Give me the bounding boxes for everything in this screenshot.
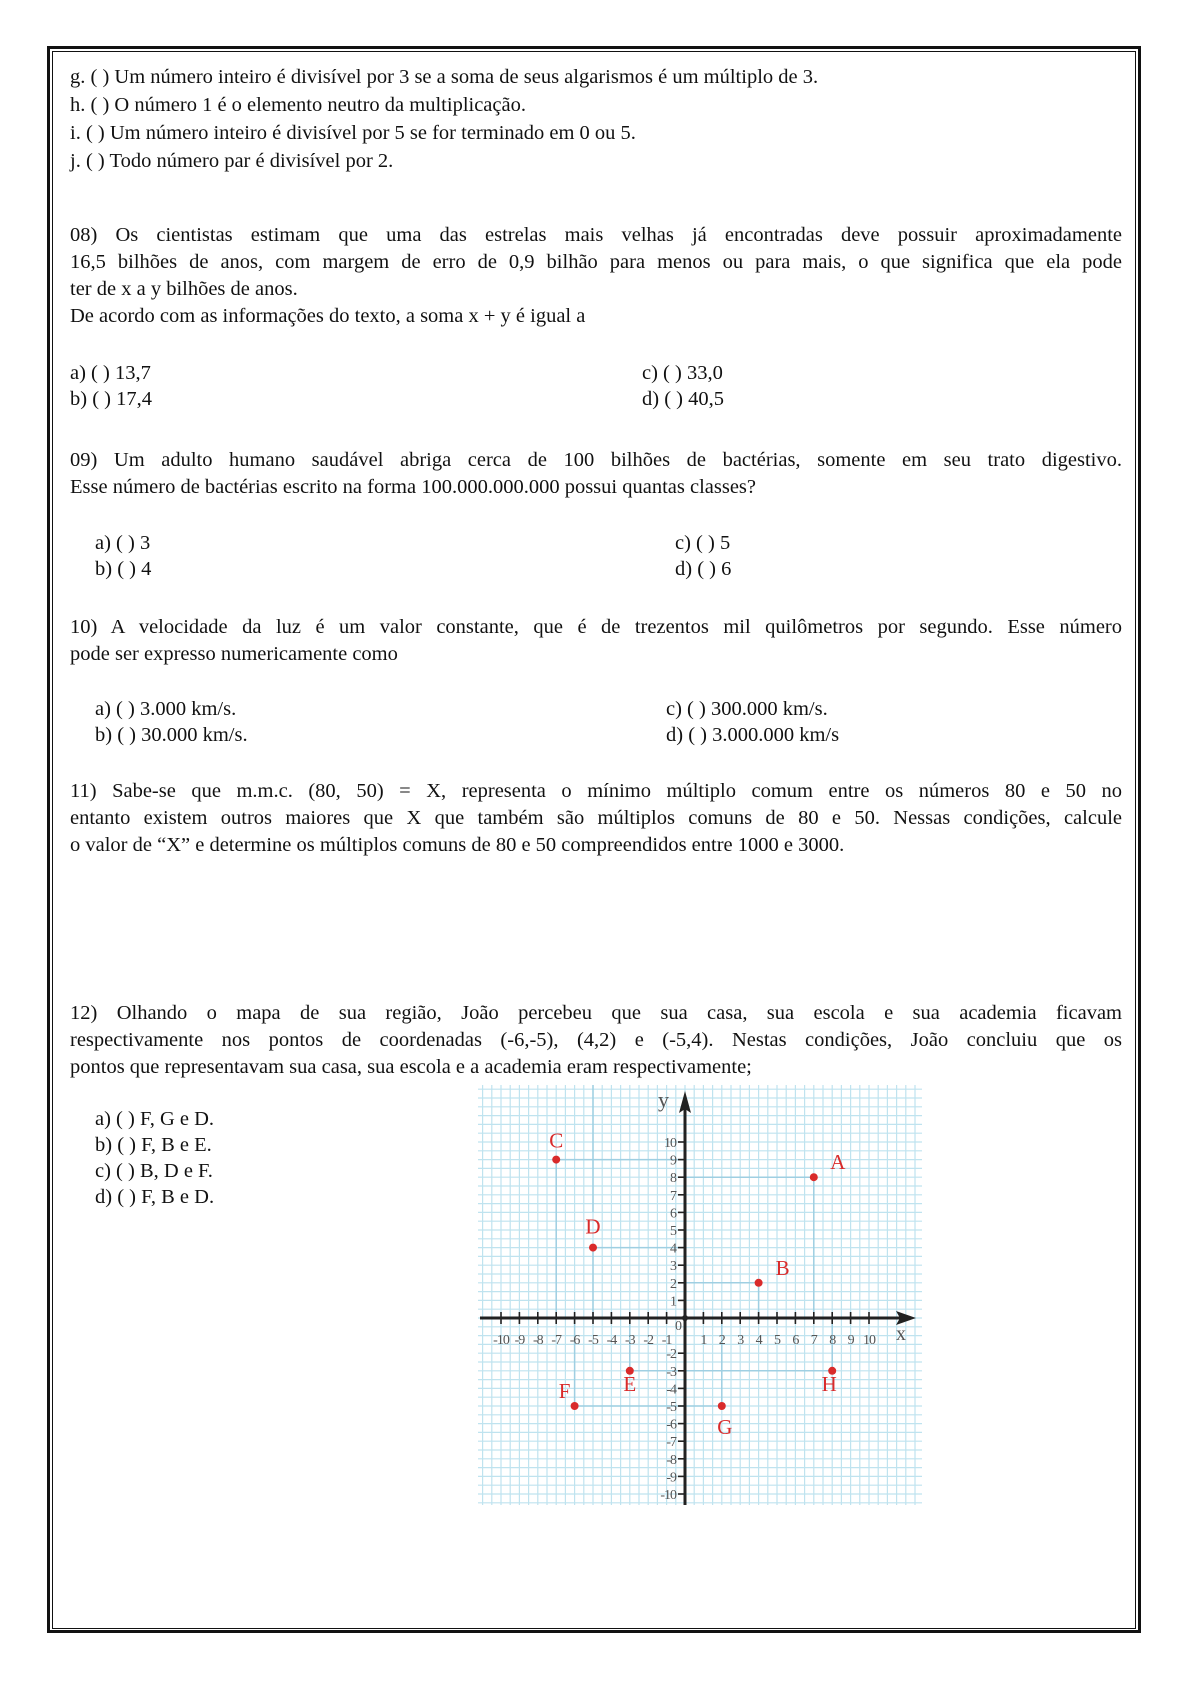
text-line: entanto existem outros maiores que X que também são múltiplos comuns de 80 e 50. Nessas condições, calcule — [70, 807, 1122, 829]
option-value: 30.000 km/s. — [141, 724, 248, 746]
point-label-d: D — [585, 1214, 601, 1239]
x-tick-label: -8 — [532, 1333, 543, 1348]
point-label-h: H — [821, 1371, 837, 1396]
text-line: pontos que representavam sua casa, sua escola e a academia eram respectivamente; — [70, 1056, 752, 1078]
y-tick-label: -4 — [666, 1382, 676, 1398]
q09-option-a[interactable] — [95, 530, 150, 557]
q12-option-a[interactable] — [95, 1106, 214, 1133]
x-tick-label: -7 — [551, 1333, 562, 1348]
statement-i — [70, 120, 636, 147]
q10-option-c[interactable] — [666, 696, 828, 723]
text-line: 09) Um adulto humano saudável abriga cerca de 100 bilhões de bactérias, somente em seu trato digestivo. — [70, 449, 1122, 471]
question-10-text — [70, 614, 1122, 668]
x-tick-label: -4 — [606, 1333, 617, 1348]
point-d — [589, 1244, 597, 1252]
q08-option-c[interactable] — [642, 360, 723, 387]
y-tick-label: 3 — [670, 1259, 676, 1275]
x-tick-label: -1 — [661, 1333, 672, 1348]
statement-text: Um número inteiro é divisível por 3 se a soma de seus algarismos é um múltiplo de 3. — [114, 66, 819, 88]
q12-option-b[interactable] — [95, 1132, 212, 1159]
statement-h — [70, 92, 526, 119]
option-value: 3.000.000 km/s — [712, 724, 840, 746]
y-tick-label: 5 — [670, 1224, 676, 1239]
y-tick-label: 4 — [670, 1241, 676, 1257]
y-tick-label: 2 — [670, 1276, 676, 1292]
q09-option-d[interactable] — [675, 556, 731, 583]
y-tick-label: -10 — [660, 1488, 676, 1503]
point-label-a: A — [830, 1150, 846, 1175]
q09-option-c[interactable] — [675, 530, 730, 557]
point-label-c: C — [549, 1128, 564, 1153]
y-tick-label: 10 — [664, 1136, 676, 1151]
origin-dot — [682, 1315, 688, 1321]
coordinate-plane — [478, 1085, 922, 1505]
option-letter: a) ( ) — [95, 698, 135, 720]
y-tick-label: 6 — [670, 1206, 676, 1222]
x-tick-label: -10 — [493, 1333, 509, 1348]
option-value: 17,4 — [116, 388, 152, 410]
option-letter: c) ( ) — [95, 1160, 135, 1182]
q10-option-a[interactable] — [95, 696, 236, 723]
y-tick-label: -6 — [666, 1417, 676, 1433]
question-11-text — [70, 778, 1122, 859]
option-letter: c) ( ) — [675, 532, 715, 554]
x-tick-label: 3 — [737, 1333, 744, 1348]
text-line: 11) Sabe-se que m.m.c. (80, 50) = X, representa o mínimo múltiplo comum entre os números 80 e 50 no — [70, 780, 1122, 802]
q09-option-b[interactable] — [95, 556, 151, 583]
option-letter: d) ( ) — [642, 388, 683, 410]
statement-text: O número 1 é o elemento neutro da multiplicação. — [114, 94, 526, 116]
statement-label[interactable]: g. ( ) — [70, 66, 110, 88]
question-12-text — [70, 1000, 1122, 1081]
point-label-e: E — [623, 1371, 637, 1396]
point-label-g: G — [717, 1415, 733, 1439]
option-value: 300.000 km/s. — [710, 698, 828, 720]
x-tick-label: -3 — [624, 1333, 635, 1348]
q08-option-a[interactable] — [70, 360, 151, 387]
origin-label: 0 — [675, 1319, 682, 1334]
x-tick-label: 10 — [863, 1333, 875, 1348]
question-08-text — [70, 222, 1122, 330]
option-value: B, D e F. — [139, 1160, 213, 1182]
statement-label[interactable]: j. ( ) — [70, 150, 105, 172]
point-c — [552, 1156, 560, 1164]
x-tick-label: -6 — [569, 1333, 580, 1348]
option-letter: a) ( ) — [95, 532, 135, 554]
statement-j — [70, 148, 393, 175]
y-tick-label: -8 — [666, 1452, 676, 1468]
option-value: 40,5 — [688, 388, 724, 410]
option-letter: a) ( ) — [70, 362, 110, 384]
option-value: F, B e E. — [141, 1134, 212, 1156]
text-line: pode ser expresso numericamente como — [70, 643, 398, 665]
option-value: 13,7 — [114, 362, 151, 384]
q08-option-d[interactable] — [642, 386, 724, 413]
x-tick-label: 1 — [700, 1333, 707, 1348]
y-tick-label: -3 — [666, 1364, 676, 1380]
question-09-text — [70, 447, 1122, 501]
x-axis-label: x — [896, 1323, 906, 1345]
x-tick-label: 4 — [755, 1333, 762, 1348]
point-f — [571, 1402, 579, 1410]
x-tick-label: 9 — [847, 1333, 854, 1348]
q10-option-b[interactable] — [95, 722, 248, 749]
text-line: respectivamente nos pontos de coordenadas (-6,-5), (4,2) e (-5,4). Nestas condições, João concluiu que os — [70, 1029, 1122, 1051]
option-letter: b) ( ) — [95, 1134, 136, 1156]
y-tick-label: -7 — [666, 1435, 676, 1451]
x-tick-label: -5 — [588, 1333, 598, 1348]
point-g — [718, 1402, 726, 1410]
option-letter: c) ( ) — [642, 362, 682, 384]
y-tick-label: 1 — [670, 1294, 676, 1310]
y-axis-label: y — [658, 1087, 669, 1112]
option-letter: b) ( ) — [70, 388, 111, 410]
statement-text: Todo número par é divisível por 2. — [109, 150, 394, 172]
text-line: ter de x a y bilhões de anos. — [70, 278, 298, 300]
statement-g — [70, 64, 818, 91]
point-b — [755, 1279, 763, 1287]
option-value: 3.000 km/s. — [139, 698, 237, 720]
q12-option-c[interactable] — [95, 1158, 213, 1185]
option-letter: b) ( ) — [95, 724, 136, 746]
y-tick-label: -2 — [666, 1347, 676, 1363]
option-value: 3 — [139, 532, 151, 554]
option-value: 4 — [141, 558, 152, 580]
option-letter: b) ( ) — [95, 558, 136, 580]
y-tick-label: -5 — [666, 1400, 676, 1415]
point-a — [810, 1173, 818, 1181]
option-value: 5 — [719, 532, 731, 554]
option-value: F, G e D. — [139, 1108, 215, 1130]
statement-text: Um número inteiro é divisível por 5 se for terminado em 0 ou 5. — [109, 122, 636, 144]
coordinate-plane-svg — [478, 1085, 922, 1505]
option-letter: d) ( ) — [666, 724, 707, 746]
q12-option-d[interactable] — [95, 1184, 214, 1211]
text-line: o valor de “X” e determine os múltiplos comuns de 80 e 50 compreendidos entre 1000 e 3000. — [70, 834, 845, 856]
statement-label[interactable]: i. ( ) — [70, 122, 105, 144]
text-line: 16,5 bilhões de anos, com margem de erro de 0,9 bilhão para menos ou para mais, o que significa que ela pode — [70, 251, 1122, 273]
point-label-f: F — [558, 1379, 571, 1403]
y-tick-label: 7 — [670, 1188, 676, 1204]
point-label-b: B — [775, 1255, 790, 1280]
x-tick-label: 5 — [774, 1333, 780, 1348]
y-tick-label: -9 — [666, 1470, 676, 1486]
option-value: 33,0 — [686, 362, 723, 384]
option-value: F, B e D. — [141, 1186, 215, 1208]
option-letter: a) ( ) — [95, 1108, 135, 1130]
question-prompt: De acordo com as informações do texto, a soma x + y é igual a — [70, 305, 586, 327]
y-tick-label: 9 — [670, 1153, 676, 1169]
x-tick-label: 2 — [718, 1333, 725, 1348]
y-tick-label: 8 — [670, 1171, 676, 1187]
x-tick-label: 7 — [810, 1333, 817, 1348]
text-line: 12) Olhando o mapa de sua região, João percebeu que sua casa, sua escola e sua academia ficavam — [70, 1002, 1122, 1024]
option-letter: c) ( ) — [666, 698, 706, 720]
statement-label[interactable]: h. ( ) — [70, 94, 110, 116]
text-line: Esse número de bactérias escrito na forma 100.000.000.000 possui quantas classes? — [70, 476, 756, 498]
x-tick-label: 8 — [829, 1333, 836, 1348]
option-value: 6 — [721, 558, 732, 580]
q10-option-d[interactable] — [666, 722, 839, 749]
x-tick-label: -9 — [514, 1333, 525, 1348]
text-line: 08) Os cientistas estimam que uma das estrelas mais velhas já encontradas deve possuir aproximadamente — [70, 224, 1122, 246]
x-tick-label: 6 — [792, 1333, 799, 1348]
x-tick-label: -2 — [643, 1333, 654, 1348]
option-letter: d) ( ) — [675, 558, 716, 580]
option-letter: d) ( ) — [95, 1186, 136, 1208]
text-line: 10) A velocidade da luz é um valor constante, que é de trezentos mil quilômetros por segundo. Esse número — [70, 616, 1122, 638]
q08-option-b[interactable] — [70, 386, 152, 413]
